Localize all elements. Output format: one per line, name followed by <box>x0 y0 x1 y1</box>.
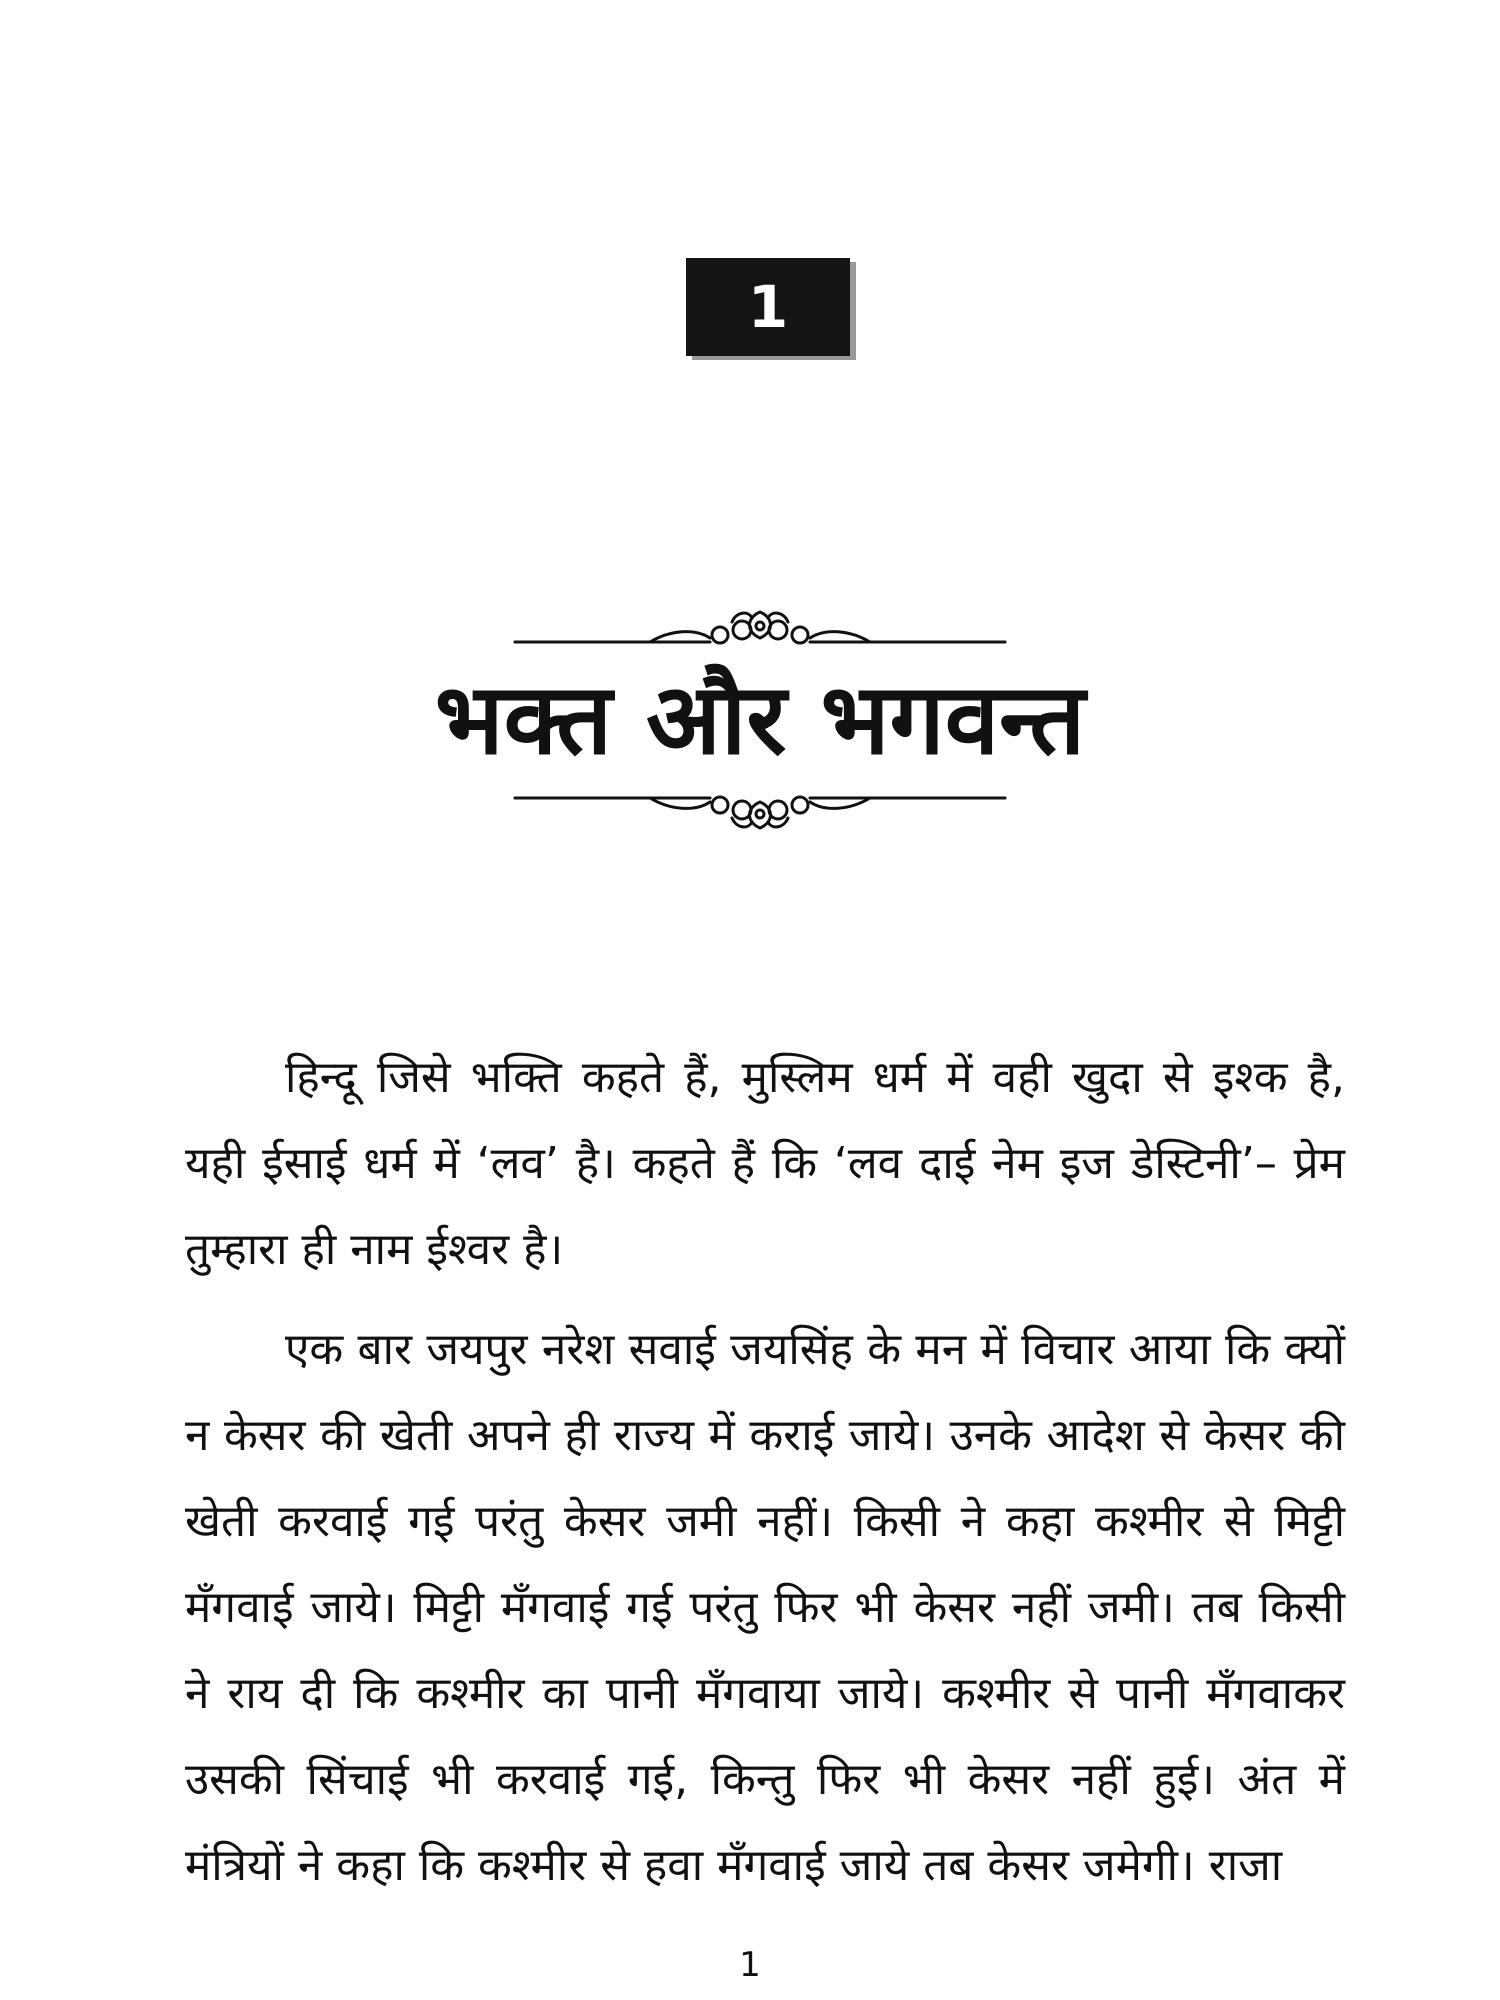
ornament-top-icon <box>510 600 1010 660</box>
paragraph-1: हिन्दू जिसे भक्ति कहते हैं, मुस्लिम धर्म में वही खुदा से इश्क है, यही ईसाई धर्म में ‘लव’ है। कहते हैं कि ‘लव दाई नेम इज डेस्टिनी’– प्रेम तुम्हारा ही नाम ईश्वर है। <box>185 1052 1345 1275</box>
chapter-number: 1 <box>747 273 789 341</box>
paragraph-2: एक बार जयपुर नरेश सवाई जयसिंह के मन में विचार आया कि क्यों न केसर की खेती अपने ही राज्य में कराई जाये। उनके आदेश से केसर की खेती करवाई गई परंतु केसर जमी नहीं। किसी ने कहा कश्मीर से मिट्टी मँगवाई जाये। मिट्टी मँगवाई गई परंतु फिर भी केसर नहीं जमी। तब किसी ने राय दी कि कश्मीर का पानी मँगवाया जाये। कश्मीर से पानी मँगवाकर उसकी सिंचाई भी करवाई गई, किन्तु फिर भी केसर नहीं हुई। अंत में मंत्रियों ने कहा कि कश्मीर से हवा मँगवाई जाये तब केसर जमेगी। राजा <box>185 1324 1345 1891</box>
chapter-title: भक्त और भगवन्त <box>434 663 1086 777</box>
ornament-bottom-icon <box>510 780 1010 840</box>
chapter-number-badge <box>686 258 850 356</box>
body-text <box>185 1035 1345 1923</box>
page-number: 1 <box>739 1945 761 1985</box>
